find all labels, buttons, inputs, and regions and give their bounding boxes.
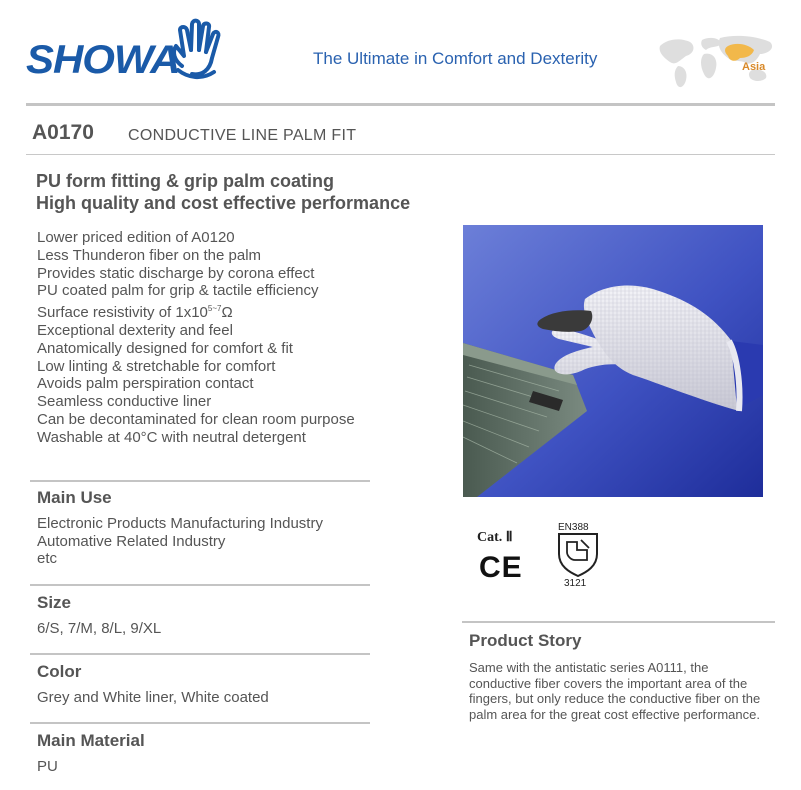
en-standard: EN388 (558, 522, 589, 533)
main-use-item: Electronic Products Manufacturing Industry (37, 515, 323, 532)
product-headline (36, 170, 410, 214)
feature-item: Provides static discharge by corona effect (37, 264, 315, 282)
section-title: Size (37, 593, 72, 612)
feature-text: Surface resistivity of 1x10 (37, 304, 208, 322)
feature-item: PU coated palm for grip & tactile efficiency (37, 282, 319, 300)
feature-item-resistivity (37, 300, 357, 322)
section-title: Color (37, 662, 82, 681)
header (0, 0, 801, 110)
main-use-item: etc (37, 550, 58, 567)
feature-item: Seamless conductive liner (37, 393, 212, 411)
material-value: PU (37, 758, 58, 775)
feature-item: Lower priced edition of A0120 (37, 229, 235, 246)
title-divider (26, 154, 775, 155)
resistivity-unit: Ω (221, 304, 233, 322)
ce-category: Cat. Ⅱ (477, 530, 513, 545)
feature-item: Washable at 40°C with neutral detergent (37, 428, 306, 446)
main-use-item: Automative Related Industry (37, 532, 226, 550)
story-text: Same with the antistatic series A0111, the conductive fiber covers the important area of the fingers, but only reduce the conductive fiber on the palm area for the great cost effective performance. (469, 660, 761, 722)
en388-shield-icon (553, 520, 603, 590)
color-value: Grey and White liner, White coated (37, 689, 269, 706)
feature-item: Less Thunderon fiber on the palm (37, 246, 262, 264)
size-section (30, 584, 370, 638)
section-divider (30, 722, 370, 724)
size-value: 6/S, 7/M, 8/L, 9/XL (37, 620, 162, 637)
section-title: Main Material (37, 731, 145, 750)
section-title: Main Use (37, 488, 112, 507)
ce-mark: CE (479, 551, 523, 584)
header-divider (26, 103, 775, 106)
en-code: 3121 (564, 578, 587, 589)
story-divider (462, 621, 775, 623)
model-number: A0170 (32, 121, 94, 144)
story-title: Product Story (469, 631, 582, 650)
map-region-label: Asia (742, 61, 766, 73)
material-section (30, 722, 370, 776)
feature-list (37, 229, 357, 447)
product-photo (463, 225, 763, 497)
headline-line-2: High quality and cost effective performance (36, 193, 411, 213)
brand-name: SHOWA (26, 38, 180, 82)
resistivity-exponent: 5~7 (207, 304, 222, 314)
main-use-list (37, 515, 370, 568)
showa-logo (26, 16, 226, 86)
product-name: CONDUCTIVE LINE PALM FIT (128, 127, 357, 144)
section-divider (30, 480, 370, 482)
feature-item: Exceptional dexterity and feel (37, 321, 233, 339)
tagline: The Ultimate in Comfort and Dexterity (313, 49, 598, 68)
headline-line-1: PU form fitting & grip palm coating (36, 171, 334, 191)
section-divider (30, 584, 370, 586)
hand-icon (168, 16, 224, 82)
feature-item: Can be decontaminated for clean room purpose (37, 410, 355, 428)
feature-item: Low linting & stretchable for comfort (37, 357, 276, 375)
main-use-section (30, 480, 370, 568)
feature-item: Anatomically designed for comfort & fit (37, 339, 293, 357)
section-divider (30, 653, 370, 655)
ce-mark-icon (472, 525, 532, 585)
feature-item: Avoids palm perspiration contact (37, 375, 254, 393)
world-map-icon (656, 32, 780, 92)
color-section (30, 653, 370, 707)
